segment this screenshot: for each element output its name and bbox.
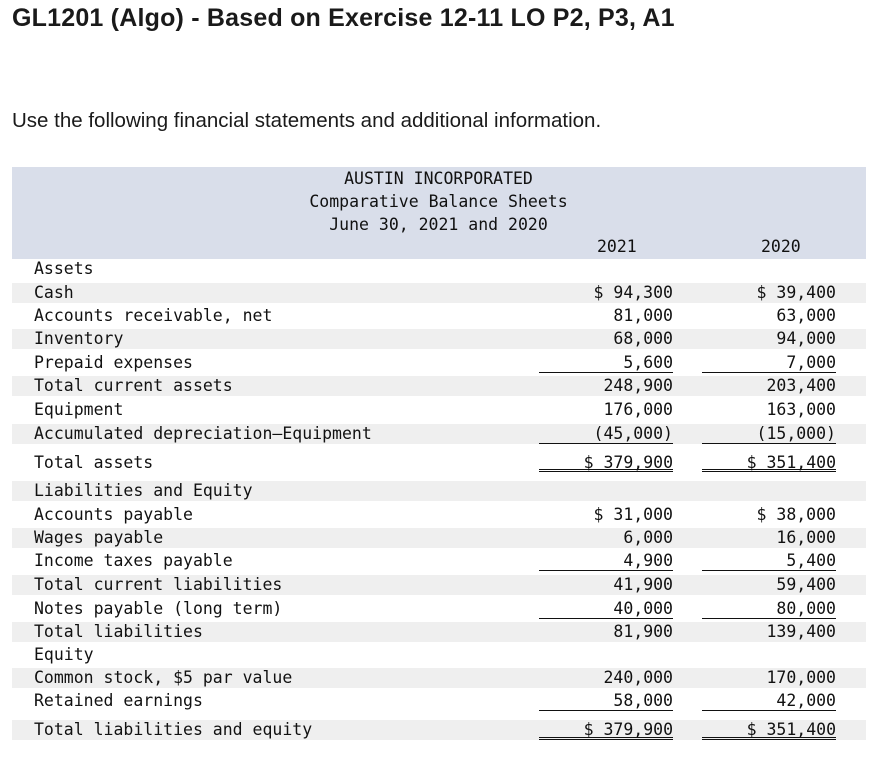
value-2021: 240,000 <box>603 668 673 687</box>
value-2021: 81,900 <box>613 622 673 641</box>
row-label: Accumulated depreciation—Equipment <box>34 424 372 443</box>
row-label: Assets <box>34 259 94 278</box>
statement-rows <box>12 259 866 749</box>
column-header-2021: 2021 <box>597 237 637 256</box>
row-inventory <box>12 329 866 349</box>
row-accounts-receivable <box>12 306 866 326</box>
value-2020: 139,400 <box>766 622 836 641</box>
column-header-2020: 2020 <box>761 237 801 256</box>
row-label: Total current assets <box>34 376 233 395</box>
row-label: Common stock, $5 par value <box>34 668 293 687</box>
row-label: Liabilities and Equity <box>34 481 253 500</box>
value-2021: 5,600 <box>623 353 673 372</box>
row-income-taxes-payable <box>12 551 866 571</box>
value-2020: 59,400 <box>776 575 836 594</box>
value-2021: 6,000 <box>623 528 673 547</box>
row-label: Retained earnings <box>34 691 203 710</box>
value-2020: 94,000 <box>776 329 836 348</box>
statement-period: June 30, 2021 and 2020 <box>329 215 548 234</box>
balance-sheet-table <box>12 167 866 739</box>
row-equity-heading <box>12 645 866 665</box>
value-2020: $ 351,400 <box>746 720 836 739</box>
value-2021: 41,900 <box>613 575 673 594</box>
value-2020: 7,000 <box>786 353 836 372</box>
value-2020: 16,000 <box>776 528 836 547</box>
row-wages-payable <box>12 528 866 548</box>
row-retained-earnings <box>12 691 866 711</box>
row-label: Equipment <box>34 400 124 419</box>
row-prepaid-expenses <box>12 353 866 373</box>
row-label: Total liabilities <box>34 622 203 641</box>
row-notes-payable <box>12 599 866 619</box>
row-label: Total assets <box>34 453 154 472</box>
company-name: AUSTIN INCORPORATED <box>344 169 533 188</box>
value-2020: (15,000) <box>756 424 836 443</box>
value-2021: 81,000 <box>613 306 673 325</box>
value-2021: $ 31,000 <box>593 505 673 524</box>
row-label: Accounts receivable, net <box>34 306 273 325</box>
value-2020: $ 38,000 <box>756 505 836 524</box>
row-common-stock <box>12 668 866 688</box>
value-2020: 80,000 <box>776 599 836 618</box>
value-2020: 170,000 <box>766 668 836 687</box>
value-2021: 40,000 <box>613 599 673 618</box>
value-2020: 163,000 <box>766 400 836 419</box>
row-label: Inventory <box>34 329 124 348</box>
value-2021: (45,000) <box>593 424 673 443</box>
value-2020: 5,400 <box>786 551 836 570</box>
row-total-current-assets <box>12 376 866 396</box>
row-label: Income taxes payable <box>34 551 233 570</box>
statement-name: Comparative Balance Sheets <box>309 192 568 211</box>
row-total-current-liabilities <box>12 575 866 595</box>
row-label: Total liabilities and equity <box>34 720 313 739</box>
value-2020: 63,000 <box>776 306 836 325</box>
row-label: Accounts payable <box>34 505 193 524</box>
value-2021: 248,900 <box>603 376 673 395</box>
row-label: Notes payable (long term) <box>34 599 283 618</box>
value-2021: 4,900 <box>623 551 673 570</box>
row-cash <box>12 283 866 303</box>
value-2021: 68,000 <box>613 329 673 348</box>
value-2020: 203,400 <box>766 376 836 395</box>
page-title: GL1201 (Algo) - Based on Exercise 12-11 LO P2, P3, A1 <box>12 4 675 32</box>
value-2021: 58,000 <box>613 691 673 710</box>
row-total-liabilities <box>12 622 866 642</box>
row-accumulated-depreciation <box>12 424 866 444</box>
value-2021: $ 379,900 <box>583 453 673 472</box>
row-label: Total current liabilities <box>34 575 283 594</box>
row-total-liabilities-and-equity <box>12 720 866 740</box>
value-2020: $ 351,400 <box>746 453 836 472</box>
row-label: Equity <box>34 645 94 664</box>
statement-header <box>12 167 866 259</box>
value-2021: $ 94,300 <box>593 283 673 302</box>
row-label: Wages payable <box>34 528 164 547</box>
value-2020: 42,000 <box>776 691 836 710</box>
row-label: Prepaid expenses <box>34 353 193 372</box>
row-equipment <box>12 400 866 420</box>
row-total-assets <box>12 452 866 472</box>
row-liabilities-equity-heading <box>12 481 866 501</box>
value-2021: 176,000 <box>603 400 673 419</box>
row-accounts-payable <box>12 505 866 525</box>
row-assets-heading <box>12 259 866 279</box>
row-label: Cash <box>34 283 74 302</box>
value-2020: $ 39,400 <box>756 283 836 302</box>
value-2021: $ 379,900 <box>583 720 673 739</box>
intro-text: Use the following financial statements and additional information. <box>12 109 602 132</box>
